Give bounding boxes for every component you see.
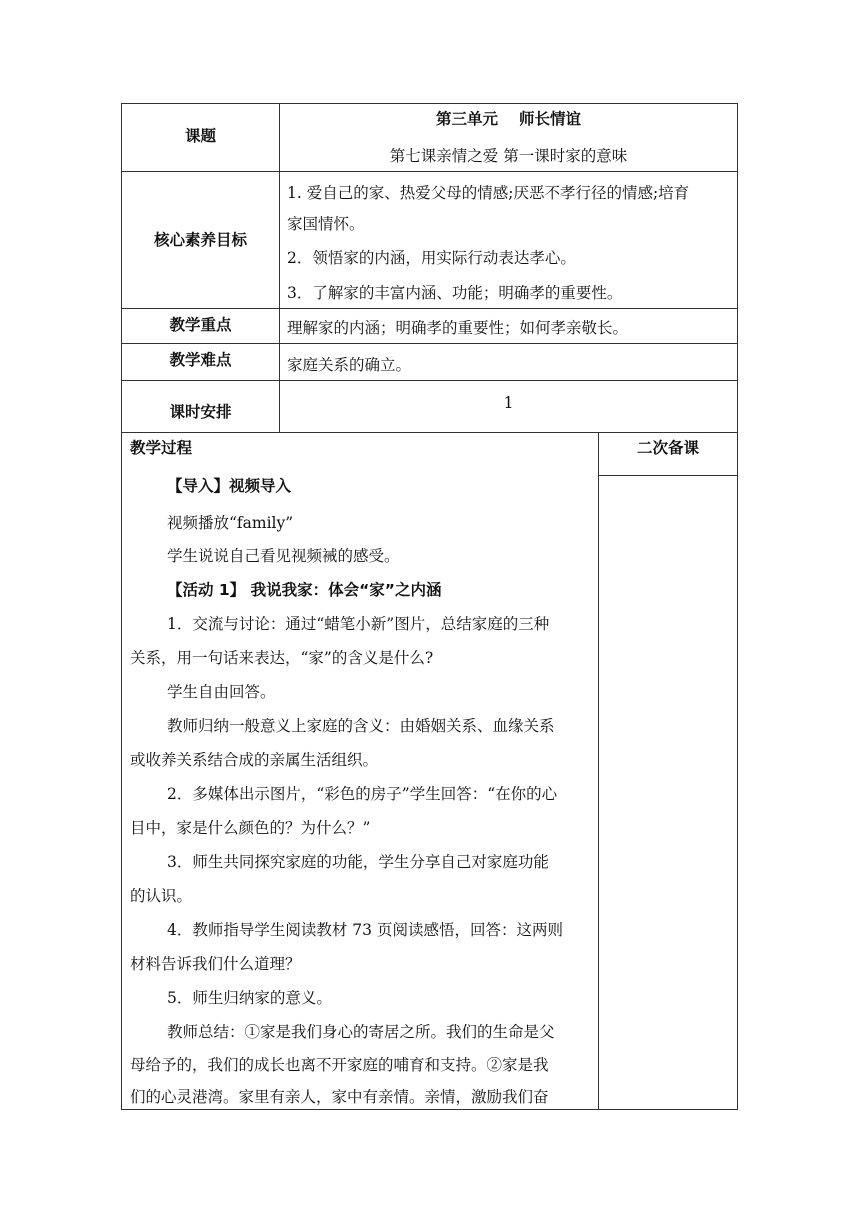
process-line: 【活动 1】 我说我家：体会“家”之内涵	[167, 581, 442, 599]
process-line: 2．多媒体出示图片，“彩色的房子”学生回答：“在你的心	[167, 785, 558, 803]
process-line: 教师总结：①家是我们身心的寄居之所。我们的生命是父	[167, 1023, 555, 1041]
process-line: 材料告诉我们什么道理？	[130, 955, 301, 973]
schedule-value: 1	[503, 394, 514, 412]
table-border	[598, 432, 599, 1110]
process-line: 视频播放“family”	[167, 514, 294, 532]
table-border	[121, 343, 738, 344]
process-line: 关系，用一句话来表达，“家”的含义是什么?	[130, 649, 434, 667]
table-border	[121, 380, 738, 381]
process-line: 教师归纳一般意义上家庭的含义：由婚姻关系、血缘关系	[167, 717, 555, 735]
core-goal-1a: 1. 爱自己的家、热爱父母的情感;厌恶不孝行径的情感;培育	[287, 184, 690, 202]
process-line: 3．师生共同探究家庭的功能，学生分享自己对家庭功能	[167, 853, 549, 871]
table-border	[121, 103, 122, 1110]
key-points-label: 教学重点	[169, 316, 232, 334]
table-border	[121, 103, 738, 104]
process-line: 学生说说自己看见视频裓的感受。	[167, 547, 400, 565]
process-line: 5．师生归纳家的意义。	[167, 989, 332, 1007]
key-points-value: 理解家的内涵；明确孝的重要性；如何孝亲敬长。	[287, 319, 629, 337]
core-goal-1b: 家国情怀。	[287, 215, 365, 233]
process-line: 或收养关系结合成的亲属生活组织。	[130, 751, 379, 769]
process-label: 教学过程	[130, 439, 193, 457]
difficulties-label: 教学难点	[169, 351, 232, 369]
topic-label: 课题	[184, 127, 216, 145]
core-goal-2: 2．领悟家的内涵，用实际行动表达孝心。	[287, 249, 576, 267]
process-line: 的认识。	[130, 887, 193, 905]
process-line: 们的心灵港湾。家里有亲人，家中有亲情。亲情，激励我们奋	[130, 1088, 549, 1106]
second-prep-label: 二次备课	[636, 439, 699, 457]
process-line: 1．交流与讨论：通过“蜡笔小新”图片，总结家庭的三种	[167, 615, 550, 633]
table-border	[121, 308, 738, 309]
difficulties-value: 家庭关系的确立。	[287, 356, 412, 374]
unit-title: 第三单元 师长情谊	[436, 110, 581, 128]
table-border	[121, 1109, 738, 1110]
lesson-title: 第七课亲情之爱 第一课时家的意味	[389, 147, 628, 165]
process-line: 学生自由回答。	[167, 683, 276, 701]
process-line: 母给予的，我们的成长也离不开家庭的哺育和支持。②家是我	[130, 1056, 549, 1074]
core-goal-3: 3．了解家的丰富内涵、功能；明确孝的重要性。	[287, 284, 623, 302]
table-border	[121, 432, 738, 433]
schedule-label: 课时安排	[169, 403, 232, 421]
process-line: 4．教师指导学生阅读教材 73 页阅读感悟，回答：这两则	[167, 921, 563, 939]
process-line: 【导入】视频导入	[167, 477, 292, 495]
process-line: 目中，家是什么颜色的？为什么？”	[130, 819, 371, 837]
table-border	[737, 103, 738, 1110]
table-border	[121, 171, 738, 172]
core-goals-label: 核心素养目标	[153, 231, 247, 249]
table-border	[598, 475, 738, 476]
